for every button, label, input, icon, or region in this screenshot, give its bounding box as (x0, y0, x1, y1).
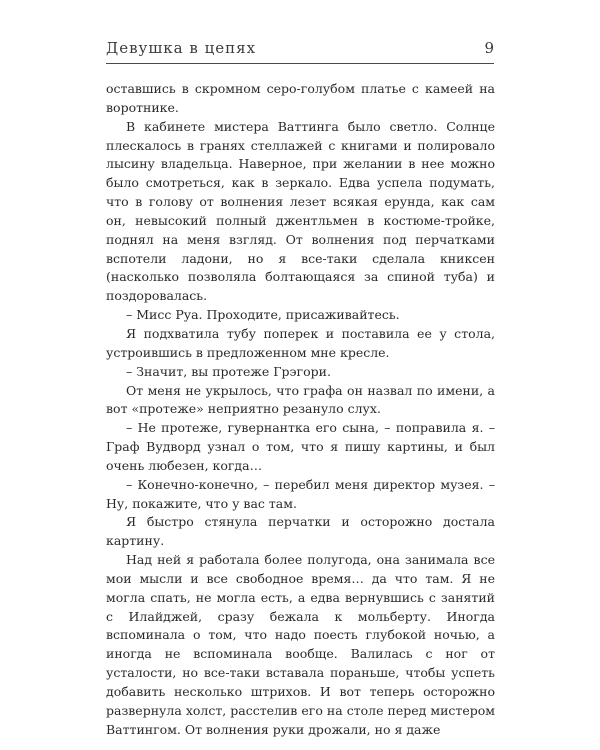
paragraph: От меня не укрылось, что графа он назвал по имени, а вот «протеже» неприятно резануло слух. (106, 382, 495, 417)
paragraph: оставшись в скромном серо-голубом платье с камеей на воротнике. (106, 81, 495, 115)
paragraph: Я быстро стянула перчатки и осторожно достала картину. (106, 514, 495, 549)
header-rule (106, 63, 494, 64)
paragraph: – Конечно-конечно, – перебил меня директор музея. – Ну, покажите, что у вас там. (106, 476, 495, 511)
paragraph: В кабинете мистера Ваттинга было светло. Солнце плескалось в гранях стеллажей с книгами и полировало лысину владельца. Наверное, при желании в нее можно было смотреться, как в зеркало. Едва успела подумать, что в голову от волнения лезет всякая ерунда, как сам он, невысокий полный джентльмен в костюме-тройке, поднял на меня взгляд. От волнения под перчатками вспотели ладони, но я все-таки сделала книксен (насколько позволяла болтающаяся за спиной туба) и поздоровалась. (106, 118, 495, 304)
paragraph: – Не протеже, гувернантка его сына, – поправила я. – Граф Вудворд узнал о том, что я пишу картины, и был очень любезен, когда… (106, 420, 495, 473)
paragraph: Над ней я работала более полугода, она занимала все мои мысли и все свободное время… да что там. Я не могла спать, не могла есть, а едва вернувшись с занятий с Илайджей, сразу бежала к мольберту. Иногда вспоминала о том, что надо поесть глубокой ночью, а иногда не вспоминала вообще. Валилась с ног от усталости, но все-таки вставала пораньше, чтобы успеть добавить несколько штрихов. И вот теперь осторожно развернула холст, расстелив его на столе перед мистером Ваттингом. От волнения руки дрожали, но я даже (106, 552, 495, 737)
page-body (106, 80, 495, 740)
page-number: 9 (484, 39, 494, 57)
paragraph: – Значит, вы протеже Грэгори. (126, 363, 331, 379)
page-header (106, 39, 494, 61)
running-title: Девушка в цепях (106, 39, 257, 57)
paragraph: Я подхватила тубу поперек и поставила ее у стола, устроившись в предложенном мне кресле. (106, 325, 495, 360)
paragraph: – Мисс Руа. Проходите, присаживайтесь. (126, 307, 400, 323)
